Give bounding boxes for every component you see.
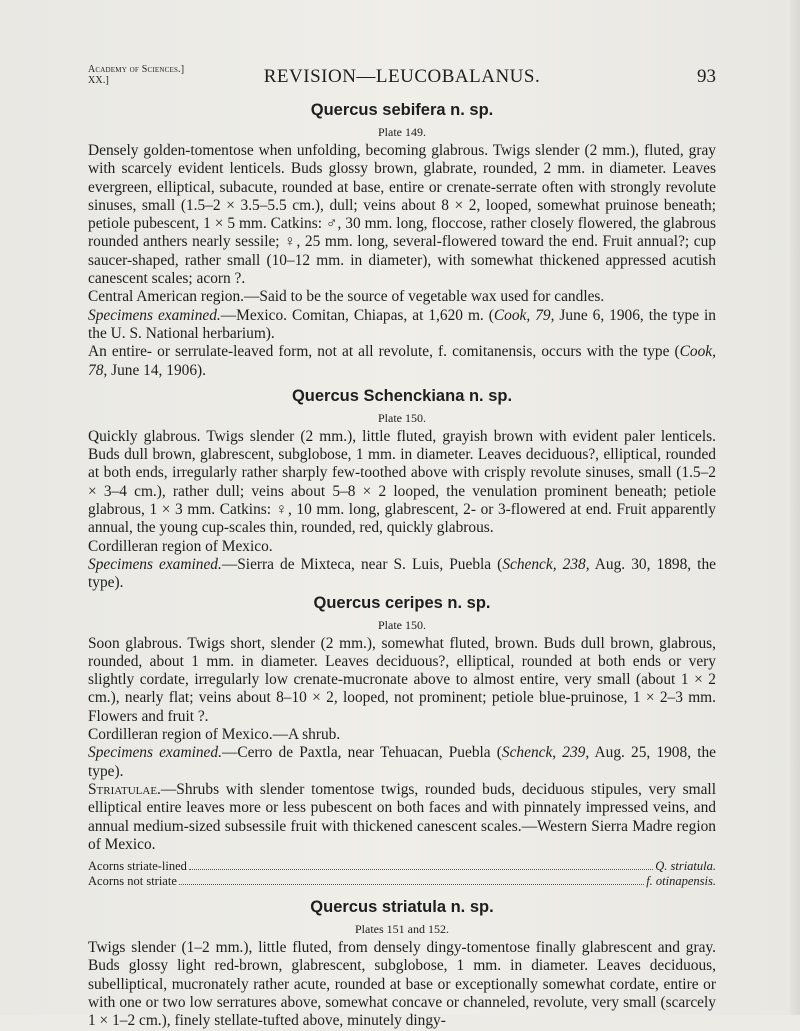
species-title-schenckiana: Quercus Schenckiana n. sp. xyxy=(291,386,513,405)
group-text: —Shrubs with slender tomentose twigs, rounded buds, deciduous stipules, very small elliptical entire leaves more or less pubescent on both faces and with pinnately impressed veins, and annual medium-sized subsessile fruit with thickened canescent scales.—Western Sierra Madre region of Mexico. xyxy=(88,780,716,853)
species-range: Central American region.—Said to be the source of vegetable wax used for candles. xyxy=(88,288,605,306)
species-description: Twigs slender (1–2 mm.), little fluted, from densely dingy-tomentose finally glabrescent and gray. Buds glossy light red-brown, glabrescent, subglobose, 1 mm. in diameter. Leaves deciduous, subelliptical, mucronately rather acute, rounded at base or exceptionally somewhat cordate, entire or with one or two low serratures above, somewhat concave or channeled, revolute, very small (scarcely 1 × 1–2 cm.), finely stellate-tufted above, minutely dingy- xyxy=(88,939,716,1030)
specimens-examined xyxy=(88,307,716,344)
species-title-sebifera: Quercus sebifera n. sp. xyxy=(310,101,494,119)
specimens-text: —Sierra de Mixteca, near S. Luis, Puebla ( xyxy=(221,555,503,573)
specimens-label: Specimens examined. xyxy=(88,306,221,324)
collector-citation: Schenck, 238, xyxy=(502,555,590,573)
plate-reference: Plate 150. xyxy=(378,410,426,425)
specimens-examined xyxy=(88,744,716,781)
species-description: Quickly glabrous. Twigs slender (2 mm.), little fluted, grayish brown with evident paler lenticels. Buds dull brown, glabrescent, subglobose, 1 mm. in diameter. Leaves deciduous?, elliptical, rounded at both ends, irregularly rather sharply few-toothed above with crisply revolute sinuses, small (1.5–2 × 3–4 cm.), rather dull; veins about 5–8 × 2 looped, the venulation prominent beneath; petiole glabrous, 1 × 3 mm. Catkins: ♀, 10 mm. long, glabrescent, 2- or 3-flowered at end. Fruit apparently annual, the young cup-scales thin, rounded, red, quickly glabrous. xyxy=(88,427,716,537)
plate-reference: Plates 151 and 152. xyxy=(355,922,449,937)
form-text: An entire- or serrulate-leaved form, not at all revolute, f. comitanensis, occurs with the type ( xyxy=(88,343,680,361)
running-head-title: REVISION—LEUCOBALANUS. xyxy=(263,66,541,87)
specimens-examined xyxy=(88,556,716,593)
plate-reference: Plate 150. xyxy=(378,617,426,632)
journal-name: Academy of Sciences.] xyxy=(88,64,185,75)
page-body xyxy=(88,100,716,1031)
collector-citation: Cook, 79, xyxy=(493,306,555,324)
group-heading: Striatulae. xyxy=(88,780,161,798)
specimens-label: Specimens examined. xyxy=(88,744,222,762)
specimens-text: Aug. 30, 1898, the type). xyxy=(88,555,716,592)
page-edge xyxy=(790,0,800,1015)
key-result: Q. striatula. xyxy=(655,859,716,874)
species-description: Soon glabrous. Twigs short, slender (2 mm.), somewhat fluted, brown. Buds dull brown, glabrous, rounded, about 1 mm. in diameter. Leaves deciduous?, elliptical, rounded at both ends or very slightly cordate, irregularly low crenate-mucronate above to almost entire, very small (about 1 × 2 cm.), nearly flat; veins about 8–10 × 2, looped, not prominent; petiole blue-pruinose, 1 × 2–3 mm. Flowers and fruit ?. xyxy=(88,634,716,725)
species-description: Densely golden-tomentose when unfolding, becoming glabrous. Twigs slender (2 mm.), fluted, gray with scarcely evident lenticels. Buds glossy brown, glabrate, rounded, 2 mm. in diameter. Leaves evergreen, elliptical, subacute, rounded at base, entire or crenate-serrate often with strongly revolute sinuses, small (1.5–2 × 3.5–5.5 cm.), dull; veins about 8 × 2, looped, somewhat pruinose beneath; petiole pubescent, 1 × 5 mm. Catkins: ♂, 30 mm. long, floccose, rather closely flowered, the glabrous rounded anthers nearly sessile; ♀, 25 mm. long, several-flowered toward the end. Fruit annual?; cup saucer-shaped, rather small (10–12 mm. in diameter), with somewhat thickened appressed acutish canescent scales; acorn ?. xyxy=(88,142,716,288)
plate-reference: Plate 149. xyxy=(378,125,426,139)
key-row xyxy=(88,859,716,874)
species-range: Cordilleran region of Mexico. xyxy=(88,537,273,555)
key-row xyxy=(88,874,716,889)
key-label: Acorns not striate xyxy=(88,874,177,889)
specimens-text: Aug. 25, 1908, the type). xyxy=(88,744,716,780)
species-title-ceripes: Quercus ceripes n. sp. xyxy=(313,593,491,612)
species-range: Cordilleran region of Mexico.—A shrub. xyxy=(88,726,341,744)
form-text: June 14, 1906). xyxy=(107,361,206,379)
collector-citation: Cook, 78, xyxy=(88,343,716,379)
key-leader xyxy=(189,868,653,870)
species-title-striatula: Quercus striatula n. sp. xyxy=(310,898,494,917)
specimens-label: Specimens examined. xyxy=(88,555,222,573)
specimens-text: —Mexico. Comitan, Chiapas, at 1,620 m. ( xyxy=(220,306,494,324)
identification-key xyxy=(88,859,716,889)
page-header xyxy=(88,60,716,100)
form-note xyxy=(88,343,716,380)
group-description xyxy=(88,781,716,854)
specimens-text: June 6, 1906, the type in the U. S. National herbarium). xyxy=(88,306,717,342)
volume-number: XX.] xyxy=(88,75,110,86)
page-number: 93 xyxy=(697,66,716,87)
collector-citation: Schenck, 239, xyxy=(501,744,590,762)
key-label: Acorns striate-lined xyxy=(88,859,187,874)
key-leader xyxy=(179,883,644,885)
key-result: f. otinapensis. xyxy=(646,874,716,889)
specimens-text: —Cerro de Paxtla, near Tehuacan, Puebla ( xyxy=(221,744,502,762)
